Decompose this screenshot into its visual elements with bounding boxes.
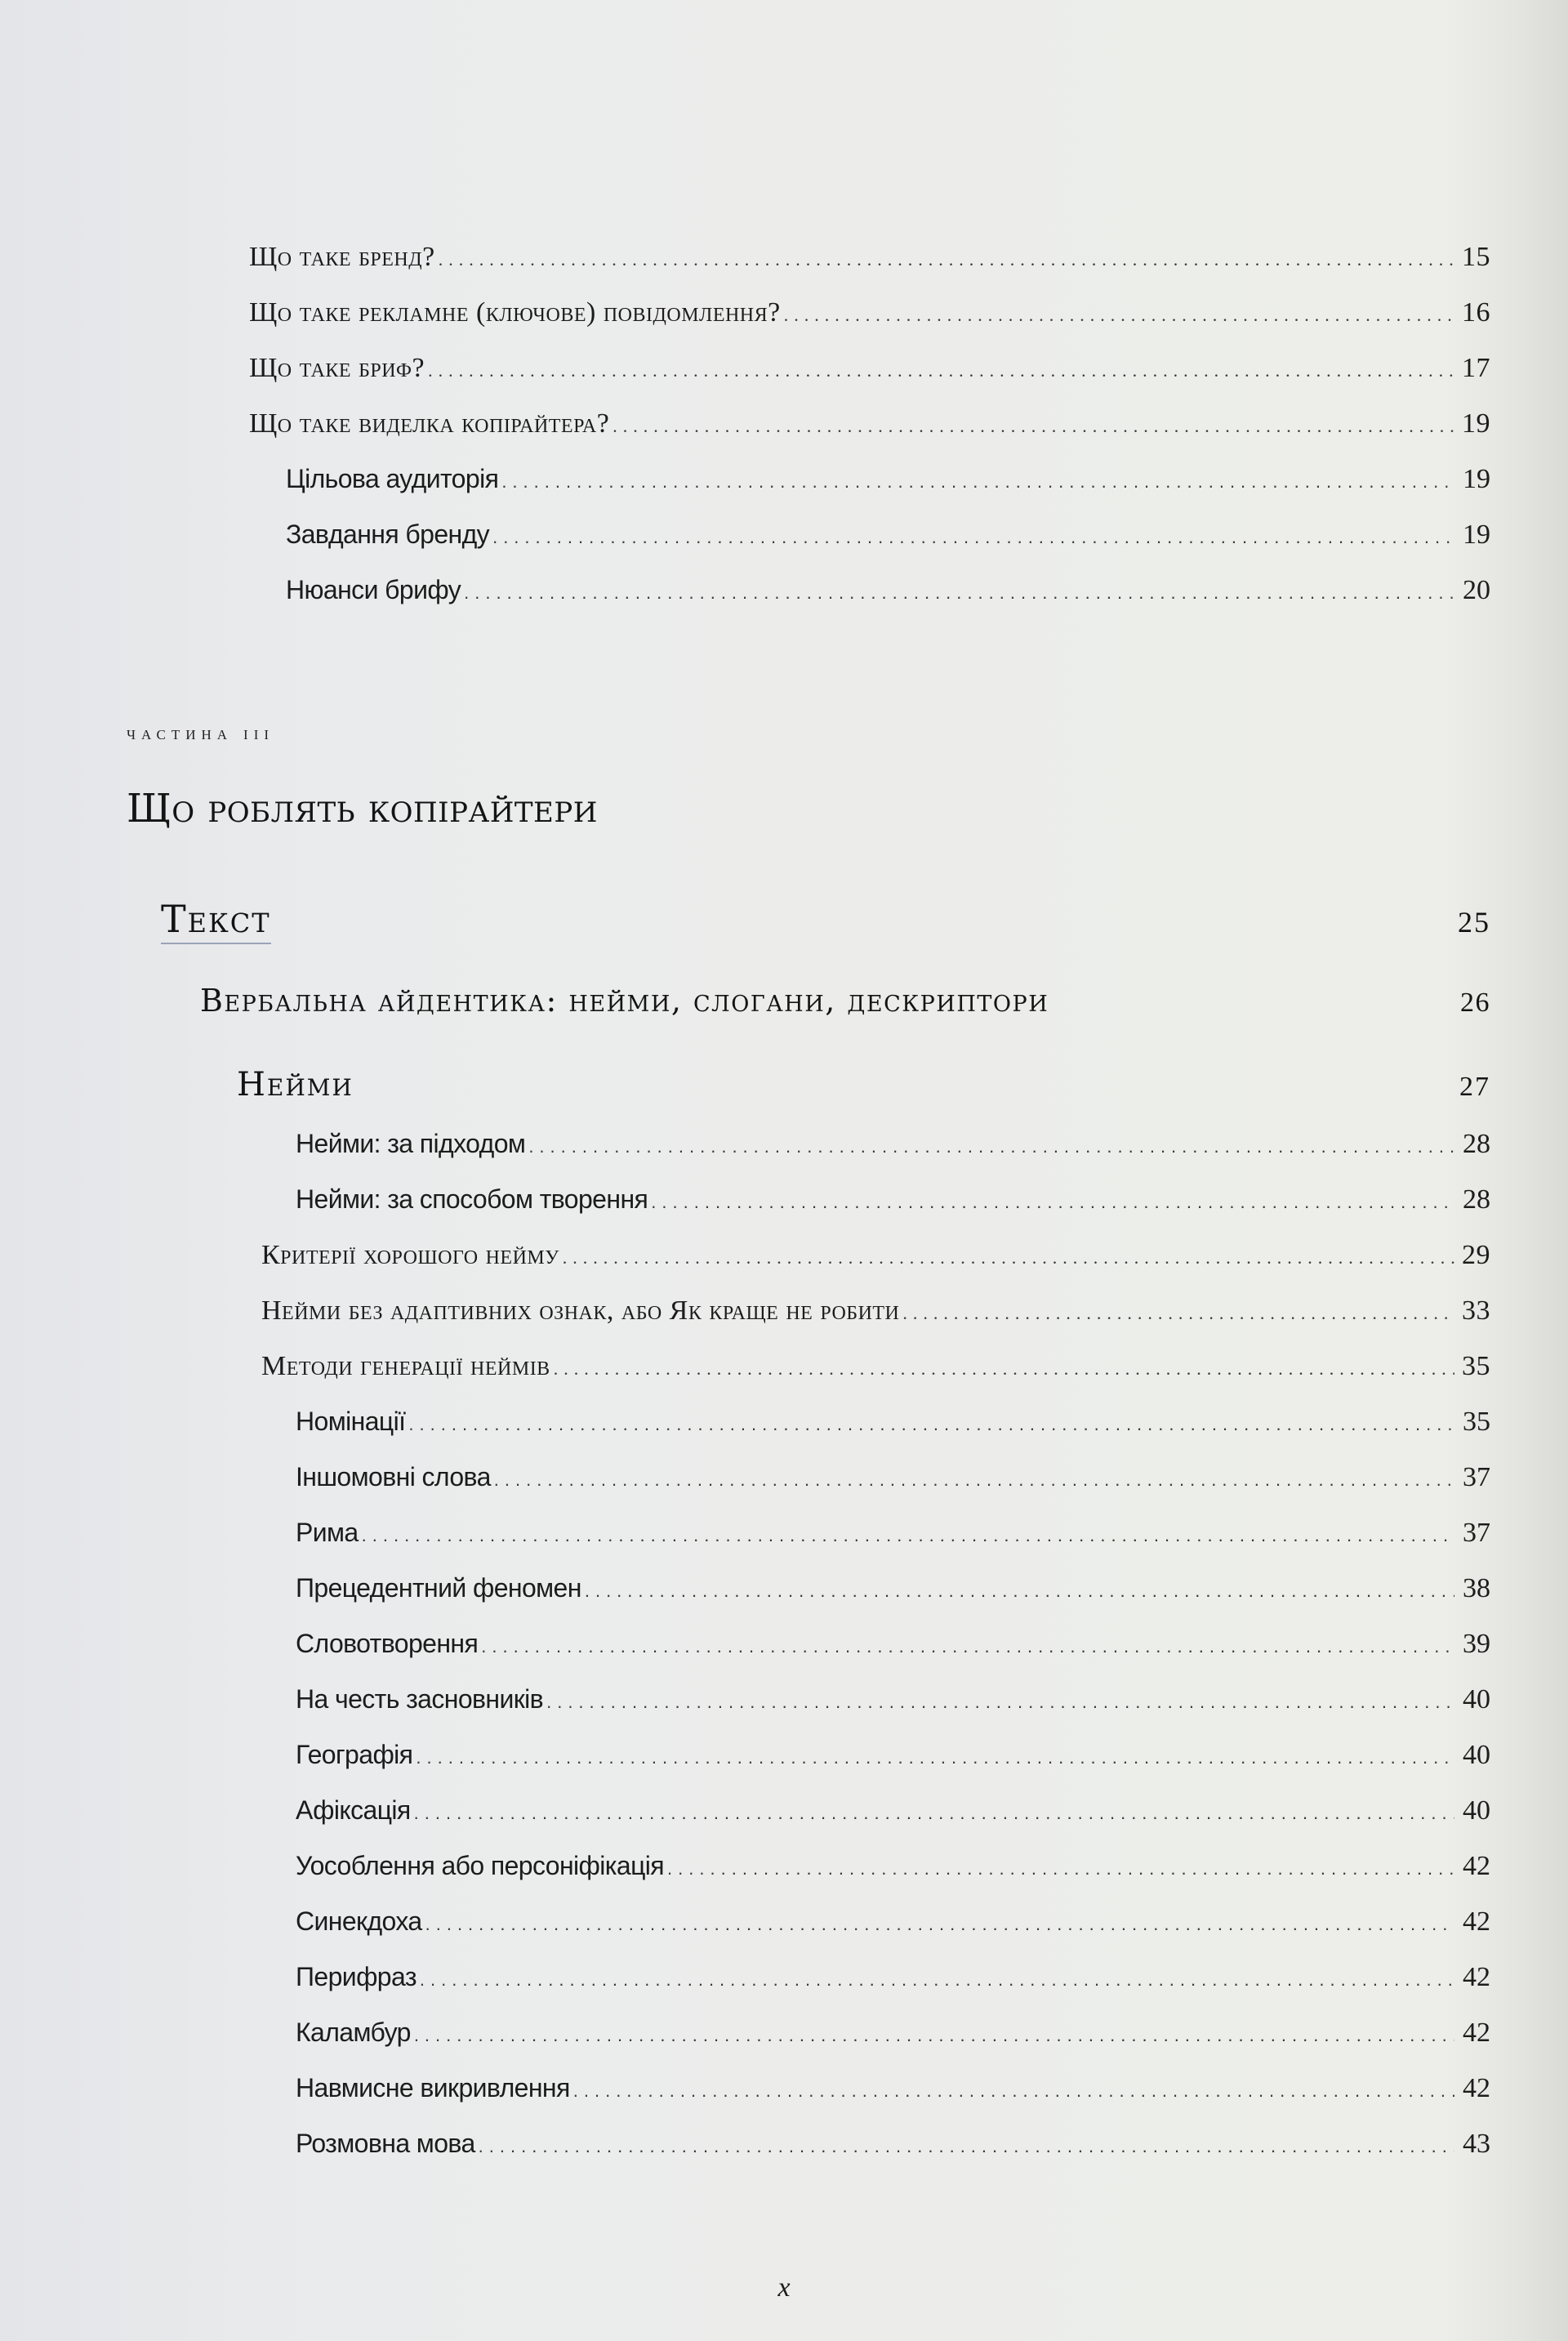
toc-entry[interactable] (249, 297, 1490, 328)
toc-entry[interactable] (296, 1851, 1490, 1882)
page-number: x (777, 2272, 791, 2303)
toc-entry[interactable] (249, 408, 1490, 439)
toc-entry[interactable] (296, 1462, 1490, 1493)
toc-entry[interactable] (261, 1295, 1490, 1327)
toc-entry[interactable] (296, 2129, 1490, 2160)
dot-leader (439, 249, 1454, 270)
dot-leader (554, 1358, 1454, 1380)
toc-entry-label: Цільова аудиторія (286, 464, 499, 493)
toc-entry-label: Завдання бренду (286, 519, 490, 549)
toc-entry-page: 42 (1463, 1851, 1490, 1881)
toc-entry-label: Словотворення (296, 1629, 479, 1658)
toc-entry-label: Каламбур (296, 2018, 411, 2047)
toc-entry-label: Нейми без адаптивних ознак, або Як краще не робити (261, 1295, 900, 1326)
toc-entry-label: Перифраз (296, 1962, 416, 1991)
toc-entry-page: 28 (1463, 1184, 1490, 1215)
toc-entry-label: Афіксація (296, 1795, 411, 1825)
toc-entry-label: Нюанси брифу (286, 575, 461, 604)
toc-entry-page: 17 (1462, 353, 1490, 383)
toc-entry[interactable] (249, 242, 1490, 273)
dot-leader (902, 1303, 1454, 1324)
dot-leader (408, 1414, 1454, 1435)
toc-entry-page: 16 (1462, 297, 1490, 328)
toc-entry-label: Рима (296, 1518, 359, 1547)
toc-entry-label: На честь засновників (296, 1684, 544, 1714)
part-kicker: частина iii (127, 723, 275, 744)
toc-entry-page: 37 (1463, 1518, 1490, 1548)
toc-entry-label: Розмовна мова (296, 2129, 475, 2158)
toc-entry-label: Іншомовні слова (296, 1462, 491, 1492)
toc-entry[interactable] (296, 1629, 1490, 1660)
dot-leader (492, 527, 1454, 548)
dot-leader (612, 416, 1454, 437)
dot-leader (651, 1192, 1454, 1213)
toc-entry-page: 35 (1462, 1351, 1490, 1381)
toc-entry[interactable] (296, 1407, 1490, 1438)
dot-leader (414, 1803, 1454, 1824)
toc-entry-label: Методи генерації неймів (261, 1351, 550, 1381)
dot-leader (546, 1692, 1454, 1713)
toc-entry[interactable] (286, 575, 1490, 606)
toc-entry[interactable] (296, 2073, 1490, 2104)
chapter-page: 25 (1458, 906, 1490, 939)
toc-entry[interactable] (261, 1351, 1490, 1382)
section-page: 26 (1460, 988, 1490, 1018)
dot-leader (416, 1747, 1454, 1768)
subsection-page: 27 (1459, 1072, 1490, 1102)
toc-entry-page: 28 (1463, 1129, 1490, 1159)
dot-leader (420, 1969, 1454, 1991)
toc-entry-page: 42 (1463, 2018, 1490, 2048)
toc-entry[interactable] (296, 1184, 1490, 1215)
toc-entry-page: 42 (1463, 2073, 1490, 2103)
toc-entry-label: Номінації (296, 1407, 406, 1436)
toc-entry-page: 40 (1463, 1795, 1490, 1826)
toc-entry-page: 37 (1463, 1462, 1490, 1492)
toc-entry-page: 43 (1463, 2129, 1490, 2159)
toc-entry[interactable] (286, 464, 1490, 495)
toc-entry-page: 42 (1463, 1906, 1490, 1937)
toc-entry-label: Географія (296, 1740, 413, 1769)
dot-leader (528, 1136, 1454, 1157)
part-title: Що роблять копірайтери (127, 786, 598, 832)
toc-entry-page: 42 (1463, 1962, 1490, 1992)
toc-entry-page: 29 (1462, 1240, 1490, 1270)
dot-leader (479, 2136, 1454, 2157)
dot-leader (425, 1914, 1454, 1935)
toc-entry[interactable] (296, 1795, 1490, 1826)
toc-entry[interactable] (296, 1684, 1490, 1715)
dot-leader (494, 1469, 1454, 1491)
toc-entry[interactable] (296, 2018, 1490, 2049)
toc-section[interactable] (200, 983, 1490, 1019)
toc-entry-page: 38 (1463, 1573, 1490, 1603)
toc-entry-label: Нейми: за способом творення (296, 1184, 648, 1214)
toc-entry-label: Що таке бриф? (249, 353, 425, 383)
subsection-title: Нейми (237, 1066, 354, 1104)
dot-leader (481, 1636, 1454, 1657)
toc-entry-label: Що таке бренд? (249, 242, 435, 272)
section-title: Вербальна айдентика: нейми, слогани, дескриптори (200, 983, 1049, 1019)
toc-entry-page: 35 (1463, 1407, 1490, 1437)
toc-entry-page: 40 (1463, 1740, 1490, 1770)
toc-entry-page: 20 (1463, 575, 1490, 605)
toc-entry[interactable] (296, 1518, 1490, 1549)
dot-leader (784, 305, 1454, 326)
dot-leader (585, 1581, 1454, 1602)
toc-entry-page: 19 (1463, 464, 1490, 494)
toc-entry-label: Уособлення або персоніфікація (296, 1851, 665, 1880)
dot-leader (464, 582, 1454, 604)
dot-leader (563, 1247, 1454, 1269)
dot-leader (573, 2080, 1454, 2102)
toc-entry[interactable] (296, 1962, 1490, 1993)
toc-entry[interactable] (296, 1573, 1490, 1604)
toc-entry-label: Що таке рекламне (ключове) повідомлення? (249, 297, 781, 328)
toc-entry-label: Прецедентний феномен (296, 1573, 581, 1603)
toc-entry-page: 40 (1463, 1684, 1490, 1715)
toc-entry-page: 39 (1463, 1629, 1490, 1659)
chapter-title: Текст (161, 897, 271, 944)
toc-subsection[interactable] (237, 1066, 1490, 1104)
toc-entry[interactable] (261, 1240, 1490, 1271)
dot-leader (667, 1858, 1454, 1879)
toc-chapter[interactable] (161, 897, 1490, 944)
toc-entry-label: Що таке виделка копірайтера? (249, 408, 610, 439)
toc-entry[interactable] (296, 1740, 1490, 1771)
dot-leader (501, 471, 1454, 493)
toc-entry-page: 15 (1462, 242, 1490, 272)
toc-entry[interactable] (296, 1129, 1490, 1160)
toc-entry-page: 19 (1463, 519, 1490, 550)
toc-entry-page: 19 (1462, 408, 1490, 439)
dot-leader (414, 2025, 1454, 2046)
toc-entry[interactable] (296, 1906, 1490, 1937)
toc-entry-label: Нейми: за підходом (296, 1129, 526, 1158)
toc-entry-label: Критерії хорошого нейму (261, 1240, 559, 1270)
toc-entry[interactable] (286, 519, 1490, 551)
dot-leader (362, 1525, 1454, 1546)
dot-leader (428, 360, 1454, 381)
toc-entry[interactable] (249, 353, 1490, 384)
toc-entry-label: Синекдоха (296, 1906, 422, 1936)
toc-entry-page: 33 (1462, 1295, 1490, 1326)
toc-entry-label: Навмисне викривлення (296, 2073, 570, 2102)
